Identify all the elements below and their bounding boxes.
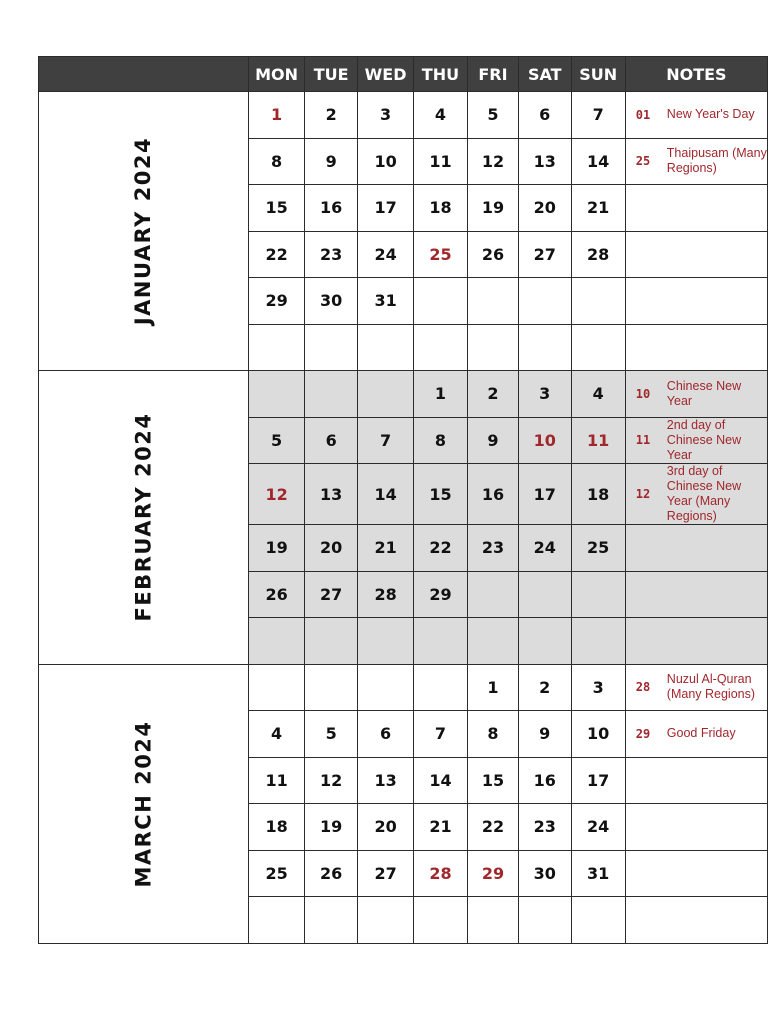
day-cell: 1 [413, 371, 467, 418]
day-cell: 19 [467, 185, 518, 232]
day-cell: 2 [467, 371, 518, 418]
day-cell: 21 [571, 185, 625, 232]
day-cell: 29 [249, 278, 305, 325]
empty-day-cell [413, 278, 467, 325]
day-cell: 24 [571, 804, 625, 851]
header-weekday: TUE [305, 57, 358, 92]
empty-note-cell [625, 897, 767, 944]
empty-note-cell [625, 525, 767, 572]
day-cell: 4 [249, 711, 305, 758]
day-cell: 1 [467, 664, 518, 711]
day-cell: 2 [305, 92, 358, 139]
note-cell [625, 371, 767, 418]
empty-day-cell [518, 324, 571, 371]
empty-day-cell [571, 278, 625, 325]
day-cell: 6 [518, 92, 571, 139]
day-cell: 26 [249, 571, 305, 618]
day-cell: 11 [571, 417, 625, 464]
day-cell: 3 [518, 371, 571, 418]
week-row [39, 371, 768, 418]
note-cell [625, 138, 767, 185]
day-cell: 9 [305, 138, 358, 185]
empty-day-cell [358, 324, 414, 371]
note-day: 29 [635, 726, 651, 741]
header-weekday: MON [249, 57, 305, 92]
note-text: New Year's Day [666, 107, 755, 122]
day-cell: 19 [305, 804, 358, 851]
note-day: 10 [635, 386, 651, 401]
empty-note-cell [625, 324, 767, 371]
week-row [39, 664, 768, 711]
day-cell: 25 [249, 850, 305, 897]
day-cell: 18 [249, 804, 305, 851]
day-cell: 21 [358, 525, 414, 572]
day-cell: 30 [518, 850, 571, 897]
day-cell: 22 [249, 231, 305, 278]
empty-day-cell [518, 278, 571, 325]
day-cell: 26 [467, 231, 518, 278]
day-cell: 12 [467, 138, 518, 185]
day-cell: 26 [305, 850, 358, 897]
day-cell: 27 [518, 231, 571, 278]
day-cell: 23 [467, 525, 518, 572]
note-day: 12 [635, 487, 651, 501]
empty-day-cell [413, 664, 467, 711]
note-cell [625, 464, 767, 525]
empty-note-cell [625, 185, 767, 232]
empty-day-cell [571, 324, 625, 371]
empty-note-cell [625, 804, 767, 851]
day-cell: 13 [358, 757, 414, 804]
day-cell: 13 [518, 138, 571, 185]
day-cell: 3 [571, 664, 625, 711]
day-cell: 24 [358, 231, 414, 278]
empty-note-cell [625, 757, 767, 804]
header-corner [39, 57, 249, 92]
day-cell: 28 [413, 850, 467, 897]
day-cell: 5 [305, 711, 358, 758]
note-text: Chinese New Year [666, 378, 742, 408]
empty-day-cell [467, 571, 518, 618]
empty-day-cell [571, 897, 625, 944]
day-cell: 29 [467, 850, 518, 897]
header-weekday: SUN [571, 57, 625, 92]
header-row [39, 57, 768, 92]
day-cell: 2 [518, 664, 571, 711]
note-entry [626, 464, 767, 524]
note-entry [626, 107, 767, 122]
day-cell: 18 [413, 185, 467, 232]
note-entry [626, 418, 767, 463]
empty-day-cell [413, 897, 467, 944]
empty-day-cell [305, 618, 358, 665]
day-cell: 15 [467, 757, 518, 804]
empty-day-cell [413, 324, 467, 371]
note-cell [625, 664, 767, 711]
day-cell: 17 [518, 464, 571, 525]
note-entry [626, 146, 767, 176]
empty-note-cell [625, 278, 767, 325]
empty-day-cell [305, 664, 358, 711]
note-day: 28 [635, 680, 651, 695]
day-cell: 27 [305, 571, 358, 618]
empty-day-cell [249, 618, 305, 665]
day-cell: 29 [413, 571, 467, 618]
day-cell: 7 [571, 92, 625, 139]
day-cell: 31 [571, 850, 625, 897]
empty-note-cell [625, 231, 767, 278]
empty-day-cell [518, 897, 571, 944]
empty-day-cell [305, 371, 358, 418]
day-cell: 14 [358, 464, 414, 525]
note-text: Thaipusam (Many Regions) [666, 146, 767, 176]
day-cell: 12 [249, 464, 305, 525]
day-cell: 25 [413, 231, 467, 278]
day-cell: 24 [518, 525, 571, 572]
day-cell: 8 [249, 138, 305, 185]
day-cell: 12 [305, 757, 358, 804]
note-entry [626, 672, 767, 702]
day-cell: 6 [305, 417, 358, 464]
day-cell: 9 [467, 417, 518, 464]
empty-day-cell [467, 618, 518, 665]
empty-note-cell [625, 850, 767, 897]
day-cell: 3 [358, 92, 414, 139]
empty-day-cell [467, 324, 518, 371]
day-cell: 23 [518, 804, 571, 851]
day-cell: 9 [518, 711, 571, 758]
day-cell: 1 [249, 92, 305, 139]
day-cell: 17 [571, 757, 625, 804]
note-entry [626, 379, 767, 409]
day-cell: 27 [358, 850, 414, 897]
header-weekday: WED [358, 57, 414, 92]
month-label-cell-february [39, 371, 249, 665]
day-cell: 15 [413, 464, 467, 525]
empty-day-cell [249, 371, 305, 418]
day-cell: 21 [413, 804, 467, 851]
day-cell: 8 [413, 417, 467, 464]
day-cell: 20 [358, 804, 414, 851]
note-day: 01 [635, 107, 651, 122]
day-cell: 28 [571, 231, 625, 278]
day-cell: 8 [467, 711, 518, 758]
day-cell: 15 [249, 185, 305, 232]
day-cell: 7 [413, 711, 467, 758]
empty-note-cell [625, 618, 767, 665]
day-cell: 30 [305, 278, 358, 325]
month-label-cell-january [39, 92, 249, 371]
empty-day-cell [467, 897, 518, 944]
day-cell: 20 [518, 185, 571, 232]
day-cell: 10 [571, 711, 625, 758]
empty-note-cell [625, 571, 767, 618]
month-title: MARCH 2024 [131, 719, 156, 888]
empty-day-cell [305, 897, 358, 944]
day-cell: 31 [358, 278, 414, 325]
header-notes: NOTES [625, 57, 767, 92]
day-cell: 5 [249, 417, 305, 464]
note-cell [625, 417, 767, 464]
empty-day-cell [249, 897, 305, 944]
empty-day-cell [413, 618, 467, 665]
day-cell: 28 [358, 571, 414, 618]
empty-day-cell [518, 571, 571, 618]
note-entry [626, 726, 767, 741]
day-cell: 4 [413, 92, 467, 139]
day-cell: 17 [358, 185, 414, 232]
empty-day-cell [467, 278, 518, 325]
day-cell: 7 [358, 417, 414, 464]
day-cell: 22 [413, 525, 467, 572]
month-label-cell-march [39, 664, 249, 943]
note-cell [625, 92, 767, 139]
empty-day-cell [358, 371, 414, 418]
day-cell: 16 [305, 185, 358, 232]
empty-day-cell [305, 324, 358, 371]
empty-day-cell [358, 664, 414, 711]
day-cell: 6 [358, 711, 414, 758]
day-cell: 18 [571, 464, 625, 525]
day-cell: 10 [518, 417, 571, 464]
empty-day-cell [249, 324, 305, 371]
week-row [39, 92, 768, 139]
day-cell: 11 [413, 138, 467, 185]
month-title: FEBRUARY 2024 [131, 412, 156, 622]
quarterly-calendar [38, 56, 768, 944]
day-cell: 16 [518, 757, 571, 804]
day-cell: 10 [358, 138, 414, 185]
note-day: 25 [635, 154, 651, 169]
day-cell: 16 [467, 464, 518, 525]
note-text: Nuzul Al-Quran (Many Regions) [666, 672, 756, 702]
empty-day-cell [358, 618, 414, 665]
header-weekday: SAT [518, 57, 571, 92]
note-text: Good Friday [666, 726, 736, 741]
day-cell: 11 [249, 757, 305, 804]
empty-day-cell [571, 571, 625, 618]
empty-day-cell [571, 618, 625, 665]
day-cell: 25 [571, 525, 625, 572]
note-cell [625, 711, 767, 758]
header-weekday: FRI [467, 57, 518, 92]
day-cell: 5 [467, 92, 518, 139]
day-cell: 4 [571, 371, 625, 418]
note-day: 11 [635, 433, 651, 448]
month-title: JANUARY 2024 [131, 136, 156, 326]
header-weekday: THU [413, 57, 467, 92]
day-cell: 14 [571, 138, 625, 185]
day-cell: 13 [305, 464, 358, 525]
note-text: 2nd day of Chinese New Year [666, 417, 742, 462]
empty-day-cell [249, 664, 305, 711]
day-cell: 19 [249, 525, 305, 572]
day-cell: 22 [467, 804, 518, 851]
day-cell: 20 [305, 525, 358, 572]
day-cell: 14 [413, 757, 467, 804]
empty-day-cell [518, 618, 571, 665]
note-text: 3rd day of Chinese New Year (Many Regions) [666, 464, 742, 523]
day-cell: 23 [305, 231, 358, 278]
empty-day-cell [358, 897, 414, 944]
